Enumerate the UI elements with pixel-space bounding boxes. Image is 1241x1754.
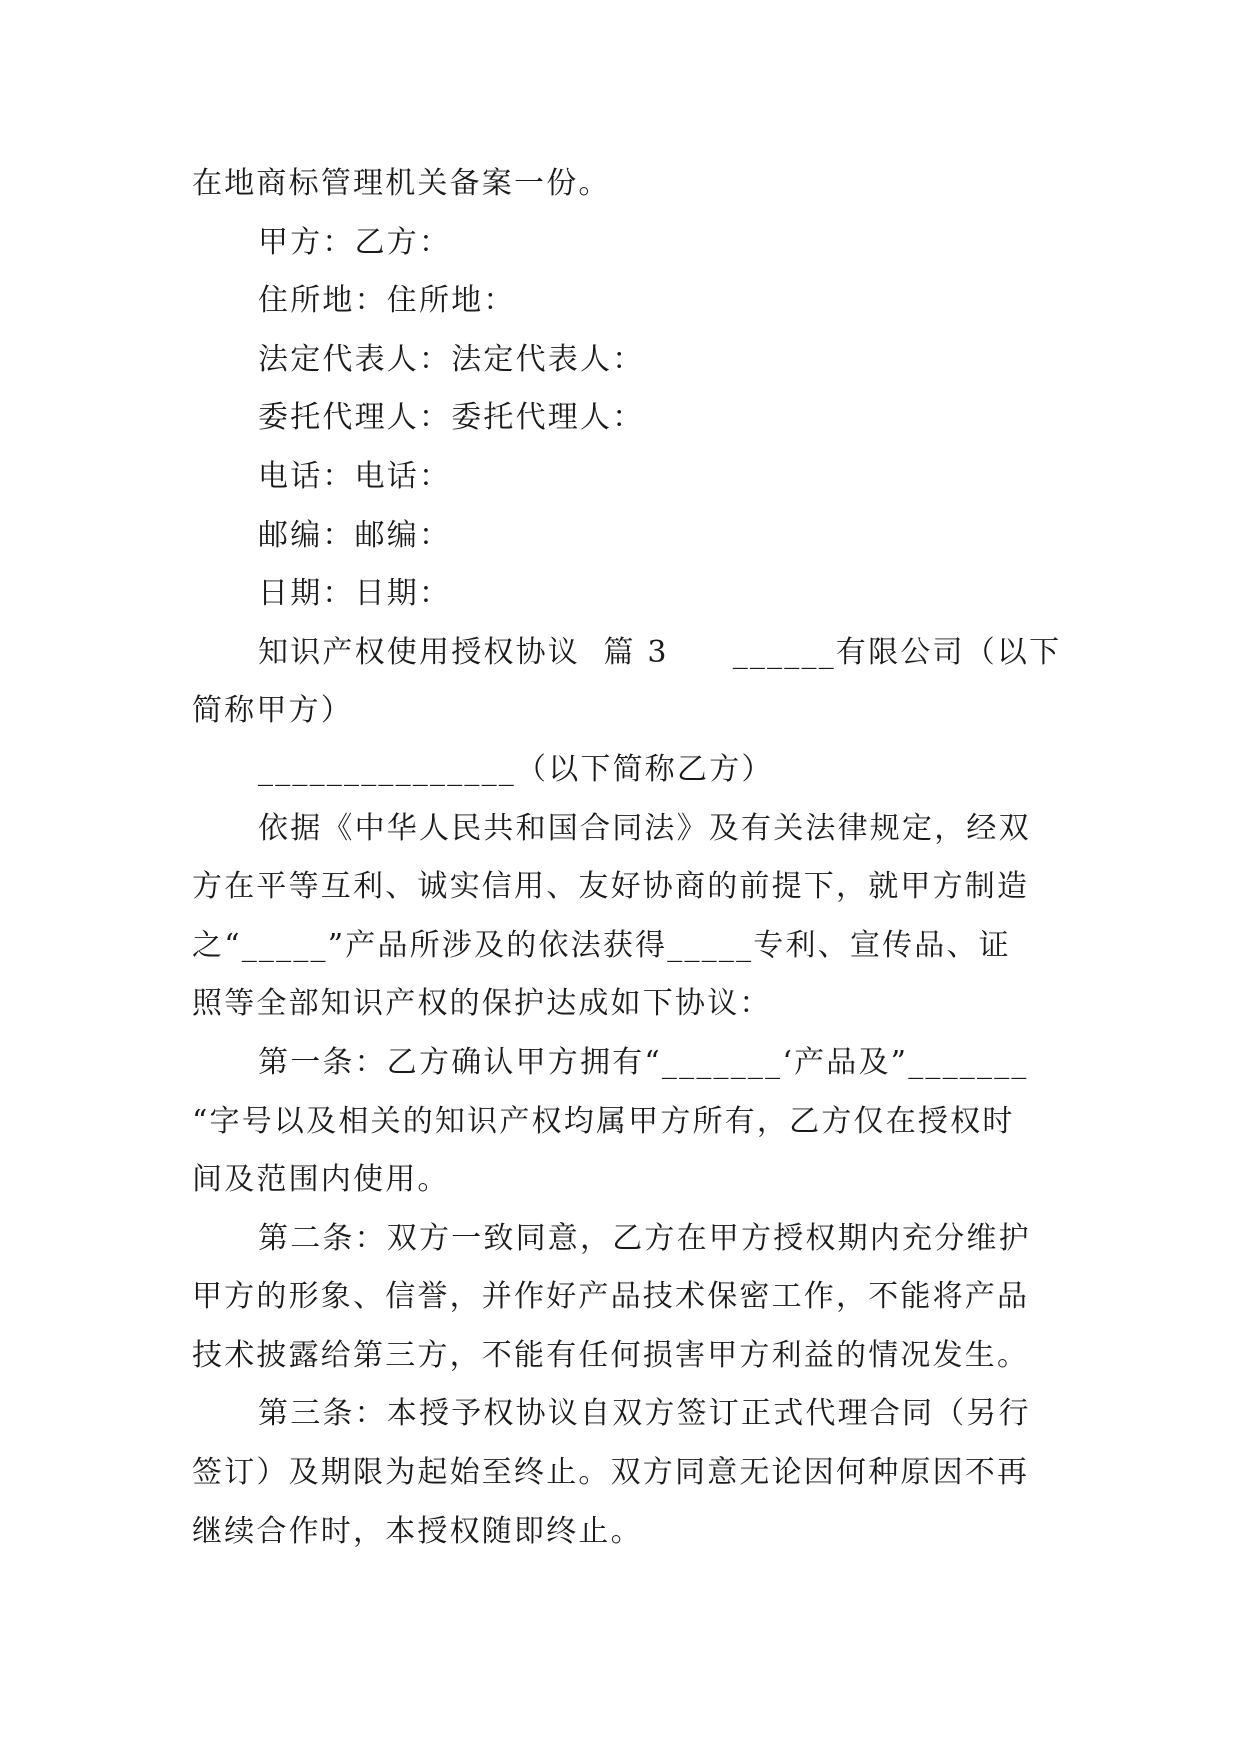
paragraph-line: 技术披露给第三方，不能有任何损害甲方利益的情况发生。: [192, 1337, 1030, 1373]
party-b-line: _______________（以下简称乙方）: [258, 751, 774, 787]
paragraph-line: 依据《中华人民共和国合同法》及有关法律规定，经双: [258, 810, 1031, 846]
party-a-line: ______有限公司（以下: [732, 634, 1062, 670]
section-heading-line: [192, 624, 1062, 683]
paragraph-line: 照等全部知识产权的保护达成如下协议：: [192, 986, 772, 1022]
paragraph-line: “字号以及相关的知识产权均属甲方所有，乙方仅在授权时: [192, 1103, 1015, 1139]
paragraph-line: 第三条：本授予权协议自双方签订正式代理合同（另行: [258, 1396, 1031, 1432]
document-page: [192, 155, 1062, 1561]
paragraph-line: 方在平等互利、诚实信用、友好协商的前提下，就甲方制造: [192, 869, 1030, 905]
text-line: 在地商标管理机关备案一份。: [192, 166, 611, 201]
paragraph-line: 间及范围内使用。: [192, 1162, 450, 1198]
legal-rep-label-line: 法定代表人：法定代表人：: [258, 341, 645, 377]
agent-label-line: 委托代理人：委托代理人：: [258, 400, 645, 436]
paragraph-line: 甲方的形象、信誉，并作好产品技术保密工作，不能将产品: [192, 1279, 1030, 1315]
paragraph-article-2: [192, 1210, 1048, 1386]
party-a-line-2: 简称甲方）: [192, 693, 353, 729]
address-label-line: 住所地：住所地：: [258, 283, 516, 319]
paragraph-line: 之“_____”产品所涉及的依法获得_____专利、宣传品、证: [192, 927, 1011, 963]
paragraph-preamble: [192, 800, 1048, 1034]
postcode-label-line: 邮编：邮编：: [258, 517, 452, 553]
paragraph-line: 签订）及期限为起始至终止。双方同意无论因何种原因不再: [192, 1455, 1030, 1491]
paragraph-line: 第二条：双方一致同意，乙方在甲方授权期内充分维护: [258, 1220, 1031, 1256]
paragraph-line: 继续合作时，本授权随即终止。: [192, 1513, 643, 1549]
section-heading: 知识产权使用授权协议 篇 3: [258, 634, 669, 670]
phone-label-line: 电话：电话：: [258, 458, 452, 494]
paragraph-article-1: [192, 1034, 1048, 1210]
paragraph-line: 第一条：乙方确认甲方拥有“_______‘产品及”_______: [258, 1044, 1029, 1080]
date-label-line: 日期：日期：: [258, 576, 452, 612]
party-label-line: 甲方：乙方：: [258, 224, 452, 260]
paragraph-article-3: [192, 1385, 1048, 1561]
